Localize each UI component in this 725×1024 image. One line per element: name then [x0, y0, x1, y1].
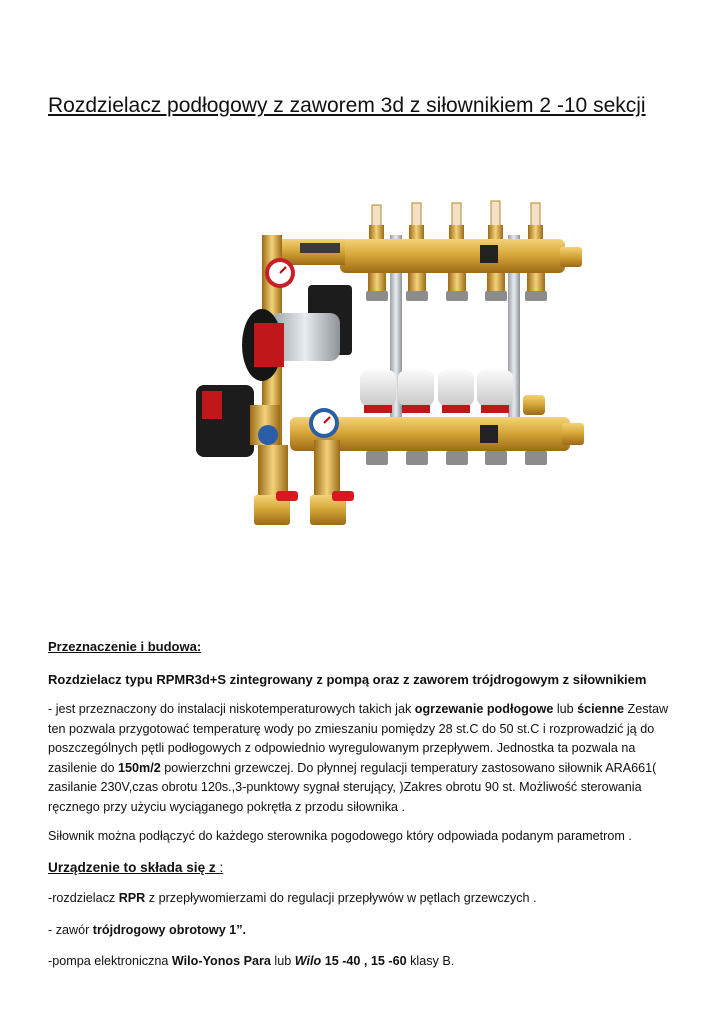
circulation-pump-icon: [242, 285, 352, 381]
components-heading: Urządzenie to składa się z :: [48, 860, 224, 875]
list-item: -rozdzielacz RPR z przepływomierzami do regulacji przepływów w pętlach grzewczych .: [48, 891, 537, 905]
subheading: Rozdzielacz typu RPMR3d+S zintegrowany z pompą oraz z zaworem trójdrogowym z siłownikiem: [48, 672, 647, 687]
thermometer-gauge-icon: [309, 408, 339, 438]
description-paragraph: - jest przeznaczony do instalacji niskotemperaturowych takich jak ogrzewanie podłogowe lub ścienne Zestaw ten pozwala przygotować temperaturę wody po zmieszaniu pomiędzy 28 st.C do 50 st.C i rozprowadzić ją do poszczególnych pętli podłogowych z odpowiednio wyregulowanym przepływem. Jednostka ta pozwala na zasilenie do 150m/2 powierzchni grzewczej. Do płynnej regulacji temperatury zastosowano siłownik ARA661( zasilanie 230V,czas obrotu 120s.,3-punktowy sygnał sterujący, )Zakres obrotu 90 st. Możliwość sterowania ręcznego przy użyciu wyciąganego pokrętła z przodu siłownika .: [48, 702, 669, 814]
manifold-photo: [190, 195, 590, 535]
description-note: Siłownik można podłączyć do każdego sterownika pogodowego który odpowiada podanym parametrom .: [48, 829, 632, 843]
list-item: -pompa elektroniczna Wilo-Yonos Para lub Wilo 15 -40 , 15 -60 klasy B.: [48, 954, 455, 968]
section-heading: Przeznaczenie i budowa:: [48, 639, 202, 654]
list-item: - zawór trójdrogowy obrotowy 1”.: [48, 923, 247, 937]
flowmeters: [369, 201, 543, 239]
thermometer-gauge-icon: [265, 258, 295, 288]
ball-valve-icon: [254, 491, 354, 525]
page-title: Rozdzielacz podłogowy z zaworem 3d z siłownikiem 2 -10 sekcji: [48, 94, 646, 117]
